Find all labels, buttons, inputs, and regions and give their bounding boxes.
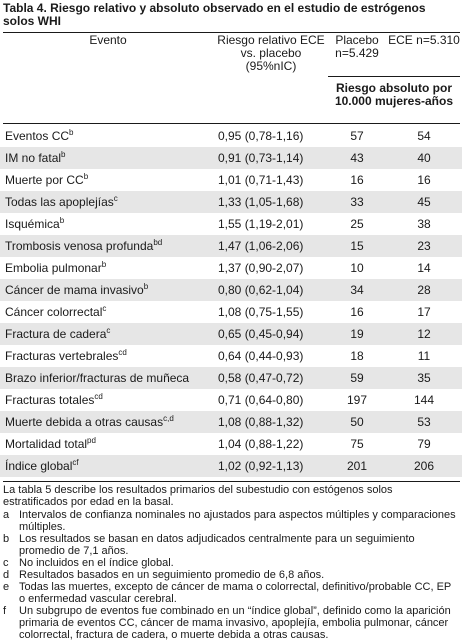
cell-placebo: 201 [346, 459, 368, 473]
header-riesgo-relativo [214, 34, 328, 73]
cell-evento-footnote-mark: b [61, 150, 66, 159]
cell-evento-text: Fractura de cadera [5, 327, 107, 341]
header-riesgo-absoluto: Riesgo absoluto por 10.000 mujeres-años [334, 81, 454, 108]
cell-evento-text: Trombosis venosa profunda [5, 239, 154, 253]
cell-placebo: 43 [350, 151, 364, 165]
cell-evento [5, 411, 174, 433]
table-row [0, 411, 462, 433]
cell-ece: 40 [417, 151, 431, 165]
cell-evento [5, 389, 103, 411]
cell-evento-text: Mortalidad total [5, 437, 88, 451]
cell-riesgo-relativo: 1,08 (0,75-1,55) [218, 305, 304, 319]
footnote-item [3, 509, 460, 533]
cell-riesgo-relativo: 1,55 (1,19-2,01) [218, 217, 304, 231]
cell-placebo: 18 [350, 349, 364, 363]
cell-evento [5, 455, 79, 477]
cell-evento-footnote-mark: b [143, 282, 149, 291]
cell-evento [5, 301, 106, 323]
footnote-text: Todas las muertes, excepto de cáncer de mama o colorrectal, definitivo/probable CC, EP o enfermedad vascular cerebral. [19, 581, 452, 605]
cell-evento-text: Índice global [5, 459, 73, 473]
table-row [0, 301, 462, 323]
footnote-text: Resultados basados en un seguimiento promedio de 6,8 años. [19, 569, 325, 581]
cell-ece: 54 [417, 129, 431, 143]
table-row [0, 257, 462, 279]
cell-evento [5, 433, 96, 455]
cell-placebo: 15 [350, 239, 364, 253]
footnote-item [3, 533, 460, 557]
cell-riesgo-relativo: 0,64 (0,44-0,93) [218, 349, 304, 363]
cell-evento-text: Fracturas vertebrales [5, 349, 119, 363]
cell-placebo: 19 [350, 327, 364, 341]
table-row [0, 169, 462, 191]
cell-evento-footnote-mark: c [113, 194, 118, 203]
cell-evento [5, 235, 162, 257]
cell-ece: 28 [417, 283, 431, 297]
cell-ece: 12 [417, 327, 431, 341]
table-row [0, 125, 462, 147]
footnote-item [3, 557, 460, 569]
header-ece: ECE n=5.310 [388, 33, 460, 47]
cell-evento [5, 279, 148, 301]
cell-evento-text: Todas las apoplejías [5, 195, 114, 209]
cell-placebo: 10 [350, 261, 364, 275]
cell-evento-footnote-mark: b [59, 216, 65, 225]
cell-placebo: 57 [350, 129, 364, 143]
cell-evento-text: Isquémica [5, 217, 60, 231]
cell-evento-text: Muerte debida a otras causas [5, 415, 164, 429]
cell-riesgo-relativo: 0,91 (0,73-1,14) [218, 151, 304, 165]
cell-ece: 144 [413, 393, 435, 407]
cell-evento [5, 191, 118, 213]
cell-ece: 206 [413, 459, 435, 473]
table-row [0, 389, 462, 411]
footnote-item [3, 569, 460, 581]
cell-riesgo-relativo: 0,80 (0,62-1,04) [218, 283, 304, 297]
cell-placebo: 75 [350, 437, 364, 451]
cell-evento-text: Cáncer de mama invasivo [5, 283, 144, 297]
cell-riesgo-relativo: 0,71 (0,64-0,80) [218, 393, 304, 407]
header-evento: Evento [89, 33, 127, 47]
cell-evento-footnote-mark: b [69, 128, 74, 137]
footnote-key: c [3, 557, 9, 569]
table-row [0, 367, 462, 389]
cell-riesgo-relativo: 1,04 (0,88-1,22) [218, 437, 304, 451]
rule-under-headers [328, 76, 460, 77]
cell-ece: 17 [417, 305, 431, 319]
cell-evento-text: Muerte por CC [5, 173, 84, 187]
cell-ece: 16 [417, 173, 431, 187]
cell-placebo: 33 [350, 195, 364, 209]
table-title: Tabla 4. Riesgo relativo y absoluto observado en el estudio de estrógenos solos WHI [3, 1, 426, 28]
cell-evento-text: Brazo inferior/fracturas de muñeca [5, 371, 190, 385]
cell-ece: 45 [417, 195, 431, 209]
cell-placebo: 16 [350, 173, 364, 187]
table-row [0, 345, 462, 367]
footnote-text: No incluidos en el índice global. [19, 557, 174, 569]
cell-riesgo-relativo: 0,65 (0,45-0,94) [218, 327, 304, 341]
cell-evento-text: IM no fatal [5, 151, 62, 165]
header-riesgo-relativo-text: Riesgo relativo ECE vs. placebo (95%nIC) [217, 33, 325, 73]
cell-ece: 79 [417, 437, 431, 451]
cell-evento [5, 257, 106, 279]
table-row [0, 191, 462, 213]
cell-ece: 14 [417, 261, 431, 275]
cell-placebo: 50 [350, 415, 364, 429]
footnote-key: f [3, 605, 7, 617]
rule-table-start [3, 123, 460, 124]
cell-evento-footnote-mark: b [83, 172, 89, 181]
cell-placebo: 59 [350, 371, 364, 385]
footnote-text: Un subgrupo de eventos fue combinado en un “índice global”, definido como la aparición primaria de eventos CC, cáncer de mama invasivo, apoplejía, embolia pulmonar, cáncer colorrectal, fractura de cadera, o muerte debida a otras causas. [19, 605, 451, 641]
cell-riesgo-relativo: 1,47 (1,06-2,06) [218, 239, 304, 253]
table-row [0, 279, 462, 301]
cell-evento-footnote-mark: bd [153, 238, 163, 247]
footnote-key: d [3, 569, 10, 581]
cell-riesgo-relativo: 0,95 (0,78-1,16) [218, 129, 304, 143]
cell-evento [5, 147, 65, 169]
table-row [0, 455, 462, 477]
cell-placebo: 197 [346, 393, 368, 407]
cell-evento-footnote-mark: c [102, 304, 107, 313]
cell-evento-footnote-mark: cd [94, 392, 103, 401]
cell-riesgo-relativo: 1,08 (0,88-1,32) [218, 415, 304, 429]
cell-evento [5, 169, 88, 191]
cell-evento-footnote-mark: cd [118, 348, 127, 357]
table-row [0, 213, 462, 235]
footnote-item [3, 581, 460, 605]
cell-evento [5, 345, 127, 367]
footnote-key: b [3, 533, 10, 545]
table-row [0, 147, 462, 169]
cell-riesgo-relativo: 1,01 (0,71-1,43) [218, 173, 304, 187]
cell-evento-footnote-mark: b [101, 260, 107, 269]
notes-intro: La tabla 5 describe los resultados primarios del subestudio con estógenos solos estratificados por edad en la basal. [3, 484, 393, 508]
table-row [0, 433, 462, 455]
cell-riesgo-relativo: 1,02 (0,92-1,13) [218, 459, 304, 473]
cell-evento-text: Embolia pulmonar [5, 261, 102, 275]
cell-evento-footnote-mark: c,d [163, 414, 174, 423]
cell-evento [5, 367, 189, 389]
cell-evento-footnote-mark: pd [87, 436, 96, 445]
cell-ece: 53 [417, 415, 431, 429]
cell-riesgo-relativo: 1,33 (1,05-1,68) [218, 195, 304, 209]
rule-table-end [3, 481, 460, 482]
cell-evento [5, 213, 64, 235]
cell-placebo: 25 [350, 217, 364, 231]
cell-evento-footnote-mark: c [106, 326, 111, 335]
cell-placebo: 16 [350, 305, 364, 319]
footnote-list [3, 509, 460, 641]
cell-riesgo-relativo: 1,37 (0,90-2,07) [218, 261, 304, 275]
table-notes [3, 484, 460, 641]
table-row [0, 323, 462, 345]
cell-ece: 35 [417, 371, 431, 385]
header-placebo: Placebo n=5.429 [335, 33, 379, 60]
cell-ece: 38 [417, 217, 431, 231]
footnote-key: e [3, 581, 10, 593]
cell-evento-text: Cáncer colorrectal [5, 305, 103, 319]
cell-evento-text: Fracturas totales [5, 393, 95, 407]
cell-riesgo-relativo: 0,58 (0,47-0,72) [218, 371, 304, 385]
cell-ece: 11 [417, 349, 431, 363]
footnote-text: Intervalos de confianza nominales no ajustados para aspectos múltiples y comparaciones múltiples. [19, 509, 456, 533]
cell-evento-text: Eventos CC [5, 129, 70, 143]
table-row [0, 235, 462, 257]
footnote-key: a [3, 509, 10, 521]
footnote-item [3, 605, 460, 641]
cell-evento-footnote-mark: cf [72, 458, 79, 467]
cell-placebo: 34 [350, 283, 364, 297]
cell-ece: 23 [417, 239, 431, 253]
footnote-text: Los resultados se basan en datos adjudicados centralmente para un seguimiento promedio de 7,1 años. [19, 533, 415, 557]
cell-evento [5, 125, 73, 147]
cell-evento [5, 323, 110, 345]
